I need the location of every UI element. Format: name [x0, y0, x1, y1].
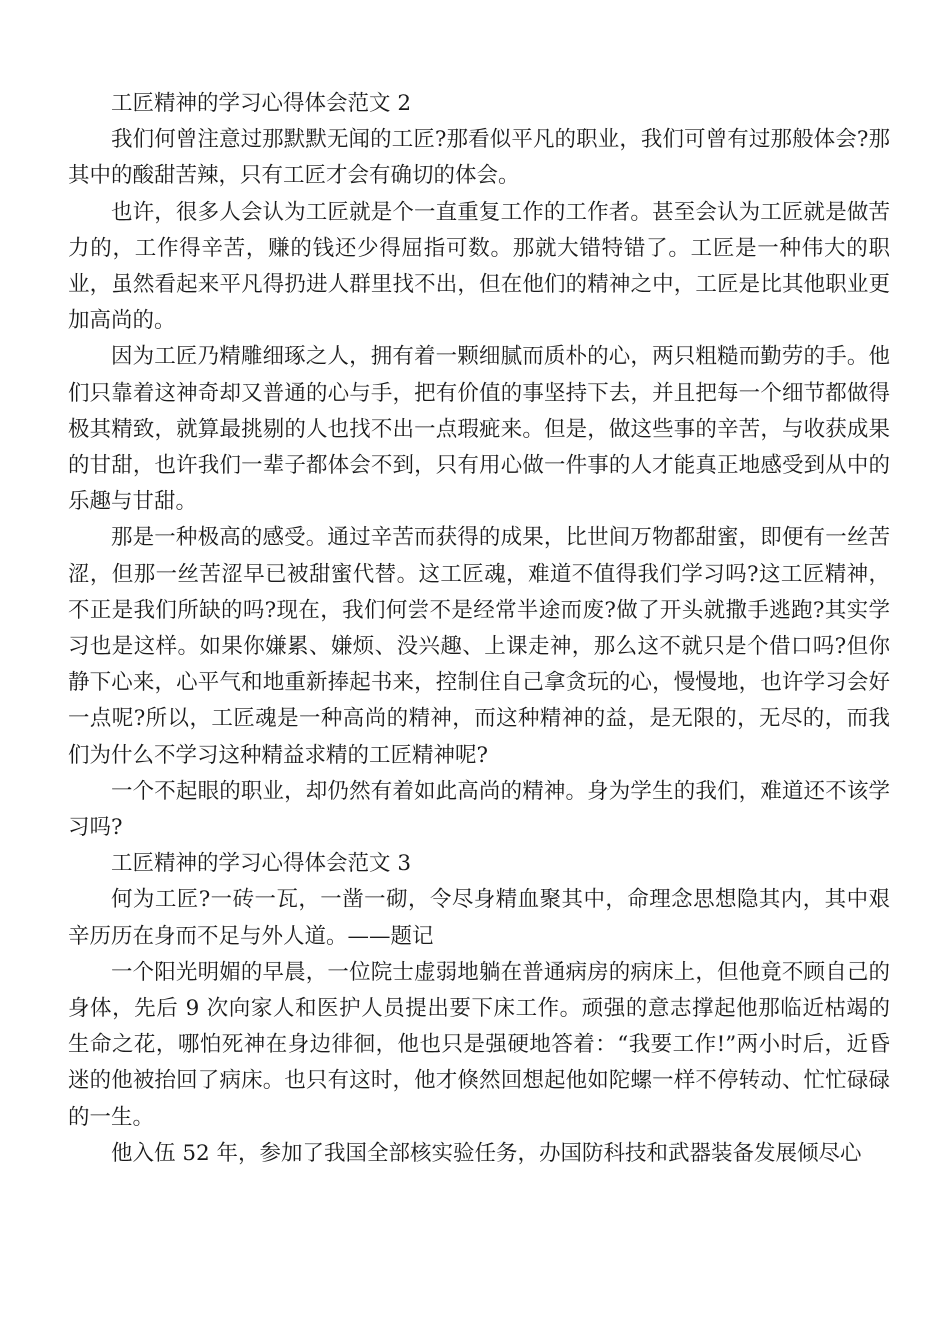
section-heading: 工匠精神的学习心得体会范文 2 [111, 91, 412, 116]
paragraph: 一个阳光明媚的早晨，一位院士虚弱地躺在普通病房的病床上，但他竟不顾自己的身体，先后 9 次向家人和医护人员提出要下床工作。顽强的意志撑起他那临近枯竭的生命之花，哪怕死神在身边徘徊，他也只是强硬地答着：“我要工作!”两小时后，近昏迷的他被抬回了病床。也只有这时，他才倏然回想起他如陀螺一样不停转动、忙忙碌碌的一生。 [68, 959, 890, 1130]
paragraph: 也许，很多人会认为工匠就是个一直重复工作的工作者。甚至会认为工匠就是做苦力的，工作得辛苦，赚的钱还少得屈指可数。那就大错特错了。工匠是一种伟大的职业，虽然看起来平凡得扔进人群里找不出，但在他们的精神之中，工匠是比其他职业更加高尚的。 [68, 199, 890, 334]
paragraph: 我们何曾注意过那默默无闻的工匠?那看似平凡的职业，我们可曾有过那般体会?那其中的酸甜苦辣，只有工匠才会有确切的体会。 [68, 127, 890, 189]
paragraph: 他入伍 52 年，参加了我国全部核实验任务，办国防科技和武器装备发展倾尽心 [111, 1140, 862, 1166]
document-page [68, 86, 890, 1172]
paragraph: 一个不起眼的职业，却仍然有着如此高尚的精神。身为学生的我们，难道还不该学习吗? [68, 778, 890, 841]
paragraph: 因为工匠乃精雕细琢之人，拥有着一颗细腻而质朴的心，两只粗糙而勤劳的手。他们只靠着这神奇却又普通的心与手，把有价值的事坚持下去，并且把每一个细节都做得极其精致，就算最挑剔的人也找不出一点瑕疵来。但是，做这些事的辛苦，与收获成果的甘甜，也许我们一辈子都体会不到，只有用心做一件事的人才能真正地感受到从中的乐趣与甘甜。 [68, 344, 890, 515]
paragraph: 何为工匠?一砖一瓦，一凿一砌，令尽身精血聚其中，命理念思想隐其内，其中艰辛历历在身而不足与外人道。——题记 [68, 887, 890, 949]
section-heading: 工匠精神的学习心得体会范文 3 [111, 851, 412, 877]
paragraph: 那是一种极高的感受。通过辛苦而获得的成果，比世间万物都甜蜜，即便有一丝苦涩，但那一丝苦涩早已被甜蜜代替。这工匠魂，难道不值得我们学习吗?这工匠精神，不正是我们所缺的吗?现在，我们何尝不是经常半途而废?做了开头就撒手逃跑?其实学习也是这样。如果你嫌累、嫌烦、没兴趣、上课走神，那么这不就只是个借口吗?但你静下心来，心平气和地重新捧起书来，控制住自己拿贪玩的心，慢慢地，也许学习会好一点呢?所以，工匠魂是一种高尚的精神，而这种精神的益，是无限的，无尽的，而我们为什么不学习这种精益求精的工匠精神呢? [68, 525, 890, 768]
